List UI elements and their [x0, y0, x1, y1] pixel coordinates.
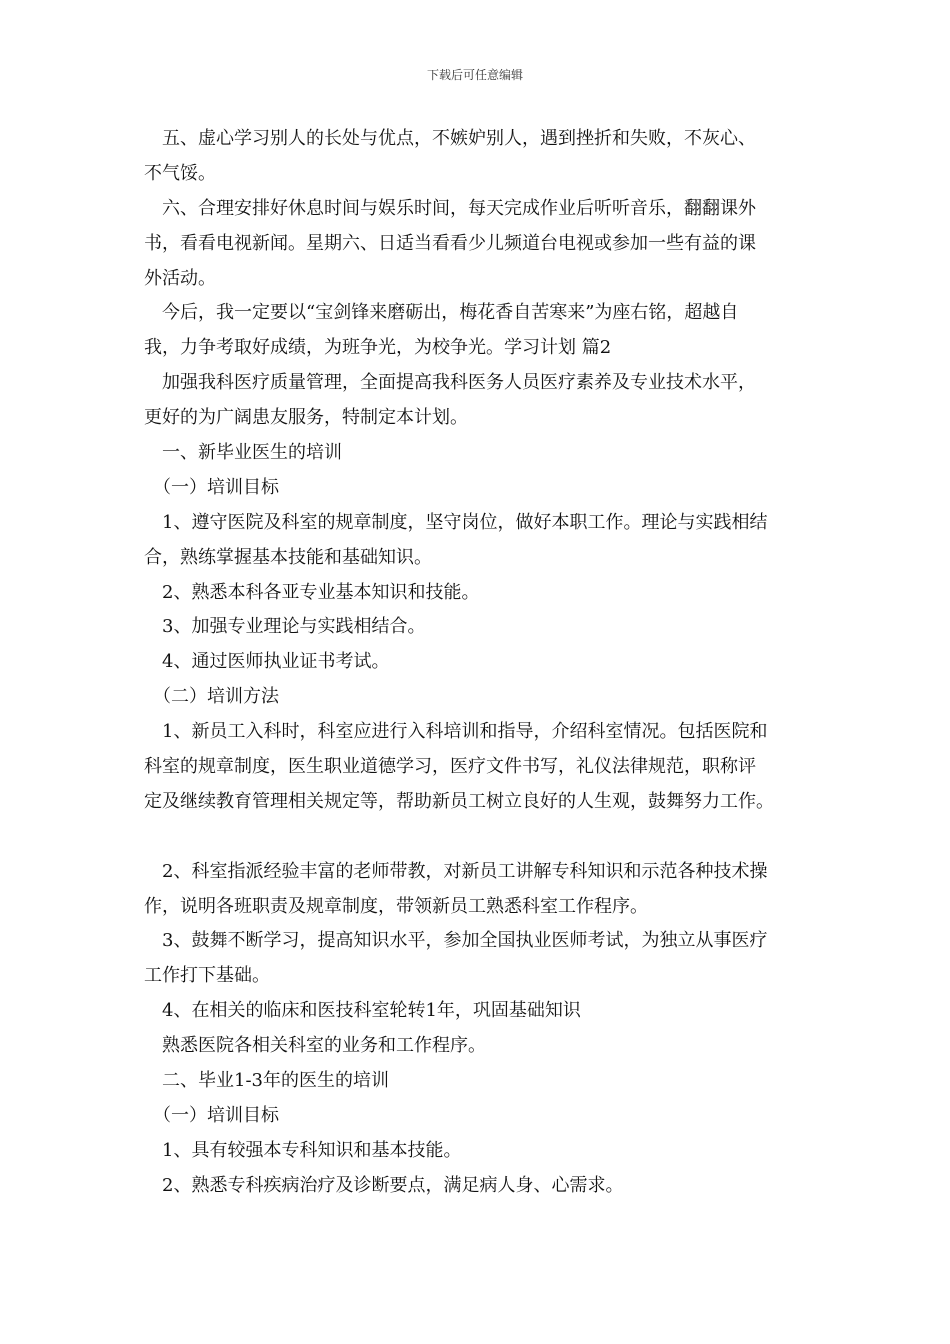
text-line: 1、新员工入科时，科室应进行入科培训和指导，介绍科室情况。包括医院和 — [144, 721, 768, 743]
text-line: 六、合理安排好休息时间与娱乐时间，每天完成作业后听听音乐，翻翻课外 — [144, 197, 756, 219]
text-line: 今后，我一定要以“宝剑锋来磨砺出，梅花香自苦寒来”为座右铭，超越自 — [144, 302, 739, 324]
text-line: 我，力争考取好成绩，为班争光，为校争光。学习计划 篇2 — [144, 337, 612, 359]
text-line: 2、熟悉专科疾病治疗及诊断要点，满足病人身、心需求。 — [144, 1174, 624, 1196]
text-line: 2、熟悉本科各亚专业基本知识和技能。 — [144, 581, 480, 603]
text-line: 4、通过医师执业证书考试。 — [144, 651, 390, 673]
text-line: 4、在相关的临床和医技科室轮转1年，巩固基础知识 — [144, 1000, 581, 1022]
subsection-heading: （一）培训目标 — [144, 476, 279, 498]
section-heading: 二、毕业1-3年的医生的培训 — [144, 1070, 389, 1092]
text-line: 3、加强专业理论与实践相结合。 — [144, 616, 426, 638]
text-line: 定及继续教育管理相关规定等，帮助新员工树立良好的人生观，鼓舞努力工作。 — [144, 790, 774, 812]
subsection-heading: （一）培训目标 — [144, 1104, 279, 1126]
text-line: 书，看看电视新闻。星期六、日适当看看少儿频道台电视或参加一些有益的课 — [144, 232, 756, 254]
text-line: 五、虚心学习别人的长处与优点，不嫉妒别人，遇到挫折和失败，不灰心、 — [144, 128, 756, 149]
text-line: 1、遵守医院及科室的规章制度，坚守岗位，做好本职工作。理论与实践相结 — [144, 511, 768, 533]
text-line: 外活动。 — [144, 267, 216, 289]
blank-line — [144, 820, 816, 855]
document-body — [144, 122, 816, 1204]
page-header: 下载后可任意编辑 — [426, 68, 523, 82]
text-line: 1、具有较强本专科知识和基本技能。 — [144, 1139, 462, 1161]
text-line: 科室的规章制度，医生职业道德学习，医疗文件书写，礼仪法律规范，职称评 — [144, 756, 756, 778]
subsection-heading: （二）培训方法 — [144, 686, 279, 708]
text-line: 合，熟练掌握基本技能和基础知识。 — [144, 546, 432, 568]
text-line: 更好的为广阔患友服务，特制定本计划。 — [144, 407, 468, 429]
text-line: 2、科室指派经验丰富的老师带教，对新员工讲解专科知识和示范各种技术操 — [144, 860, 768, 882]
text-line: 工作打下基础。 — [144, 965, 270, 987]
text-line: 熟悉医院各相关科室的业务和工作程序。 — [144, 1035, 486, 1057]
text-line: 不气馁。 — [144, 162, 216, 184]
text-line: 3、鼓舞不断学习，提高知识水平，参加全国执业医师考试，为独立从事医疗 — [144, 930, 768, 952]
section-heading: 一、新毕业医生的培训 — [144, 442, 342, 464]
text-line: 作，说明各班职责及规章制度，带领新员工熟悉科室工作程序。 — [144, 895, 648, 917]
text-line: 加强我科医疗质量管理，全面提高我科医务人员医疗素养及专业技术水平， — [144, 372, 756, 394]
